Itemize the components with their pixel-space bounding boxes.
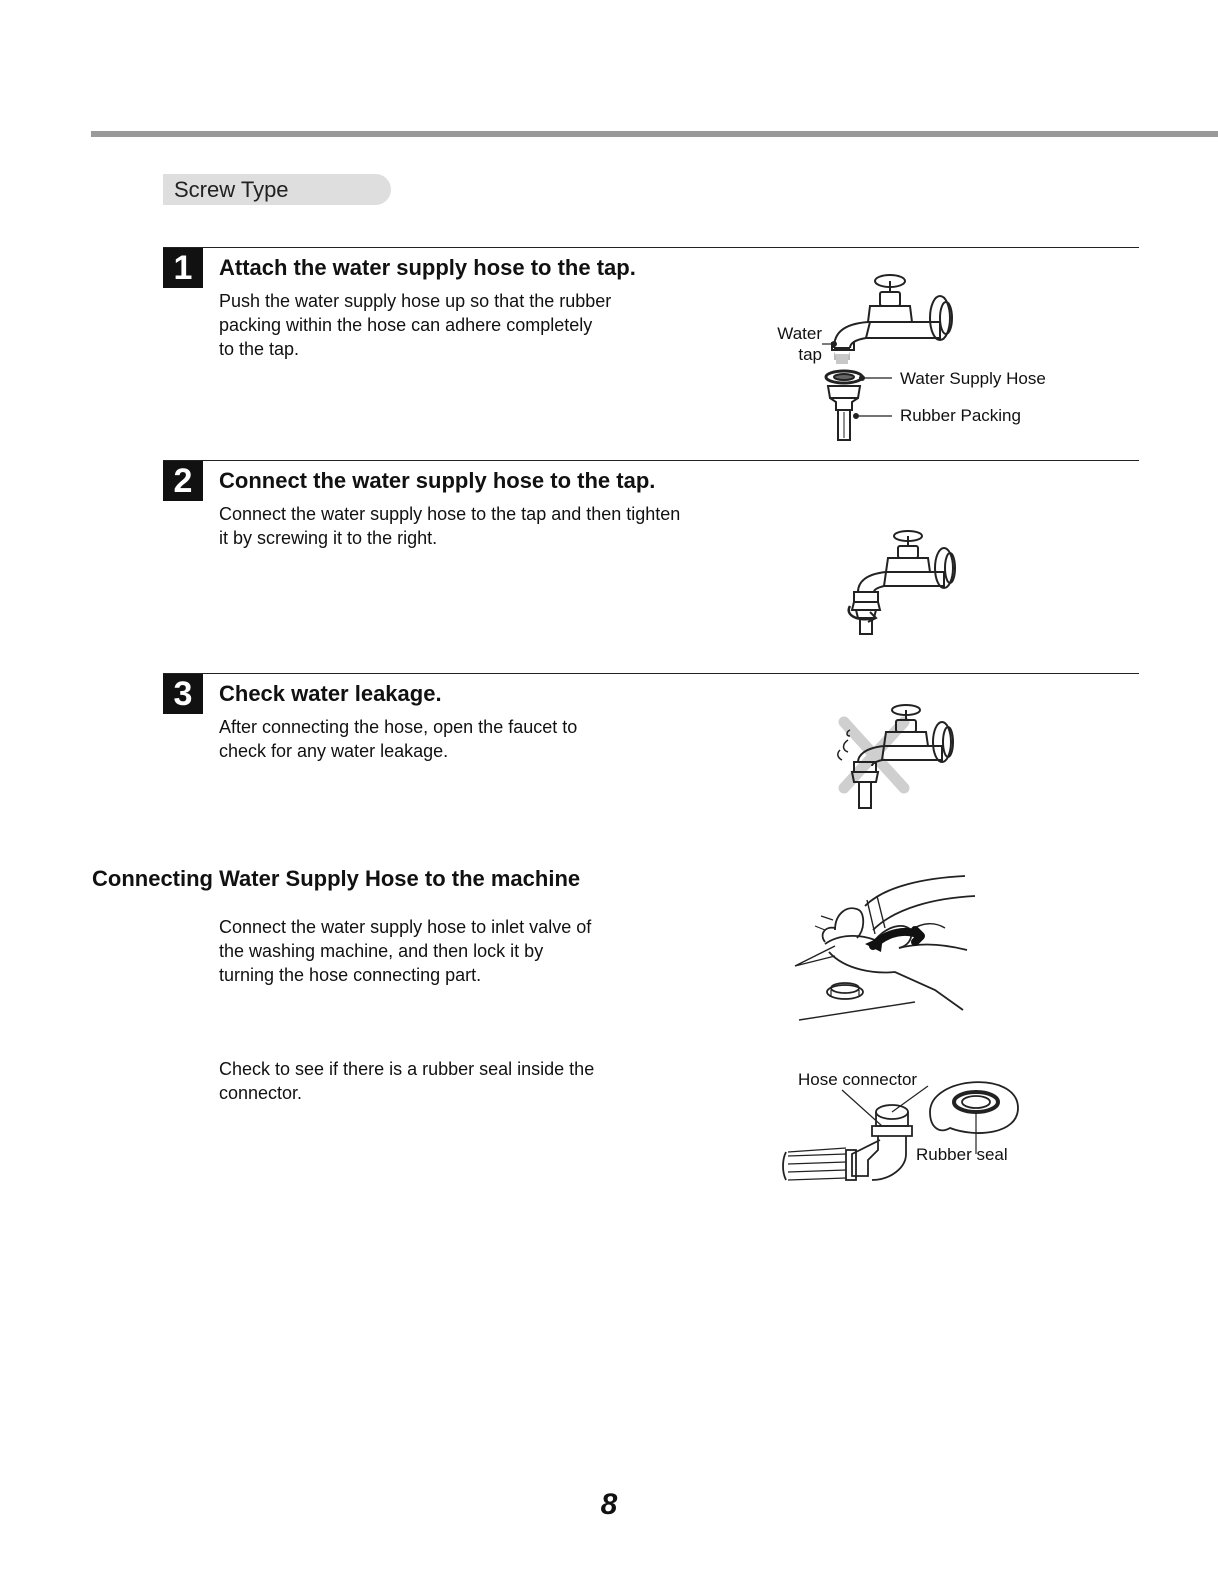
step-1-body: Push the water supply hose up so that the rubber packing within the hose can adhere completely to the tap.: [219, 291, 612, 359]
rubber-seal-label: Rubber seal: [916, 1145, 1008, 1164]
step-2-divider: [163, 460, 1139, 461]
step-1-divider: [163, 247, 1139, 248]
section-label: Screw Type: [163, 174, 391, 205]
machine-section-heading: Connecting Water Supply Hose to the machine: [92, 866, 581, 891]
step-3-divider: [163, 673, 1139, 674]
step-2-body: Connect the water supply hose to the tap and then tighten it by screwing it to the right.: [219, 504, 681, 548]
rubber-packing-label: Rubber Packing: [900, 406, 1021, 425]
water-tap-label: Water tap: [777, 324, 822, 364]
page-number: 8: [600, 1488, 618, 1521]
machine-paragraph-1: Connect the water supply hose to inlet valve of the washing machine, and then lock it by turning the hose connecting part.: [219, 917, 592, 985]
leak-check-figure: [830, 700, 970, 810]
water-supply-hose-label: Water Supply Hose: [900, 369, 1046, 388]
machine-paragraph-2: Check to see if there is a rubber seal inside the connector.: [219, 1059, 595, 1103]
tap-screw-figure: [840, 526, 970, 636]
hand-lock-hose-figure: [795, 870, 995, 1030]
step-3-title: Check water leakage.: [219, 681, 442, 706]
step-2-number: 2: [163, 461, 203, 501]
step-3-number: 3: [163, 674, 203, 714]
step-1-number: 1: [163, 248, 203, 288]
step-3-body: After connecting the hose, open the faucet to check for any water leakage.: [219, 717, 578, 761]
hose-connector-label: Hose connector: [798, 1070, 918, 1089]
step-2-title: Connect the water supply hose to the tap.: [219, 468, 656, 493]
top-divider: [91, 131, 1218, 137]
step-1-title: Attach the water supply hose to the tap.: [219, 255, 636, 280]
